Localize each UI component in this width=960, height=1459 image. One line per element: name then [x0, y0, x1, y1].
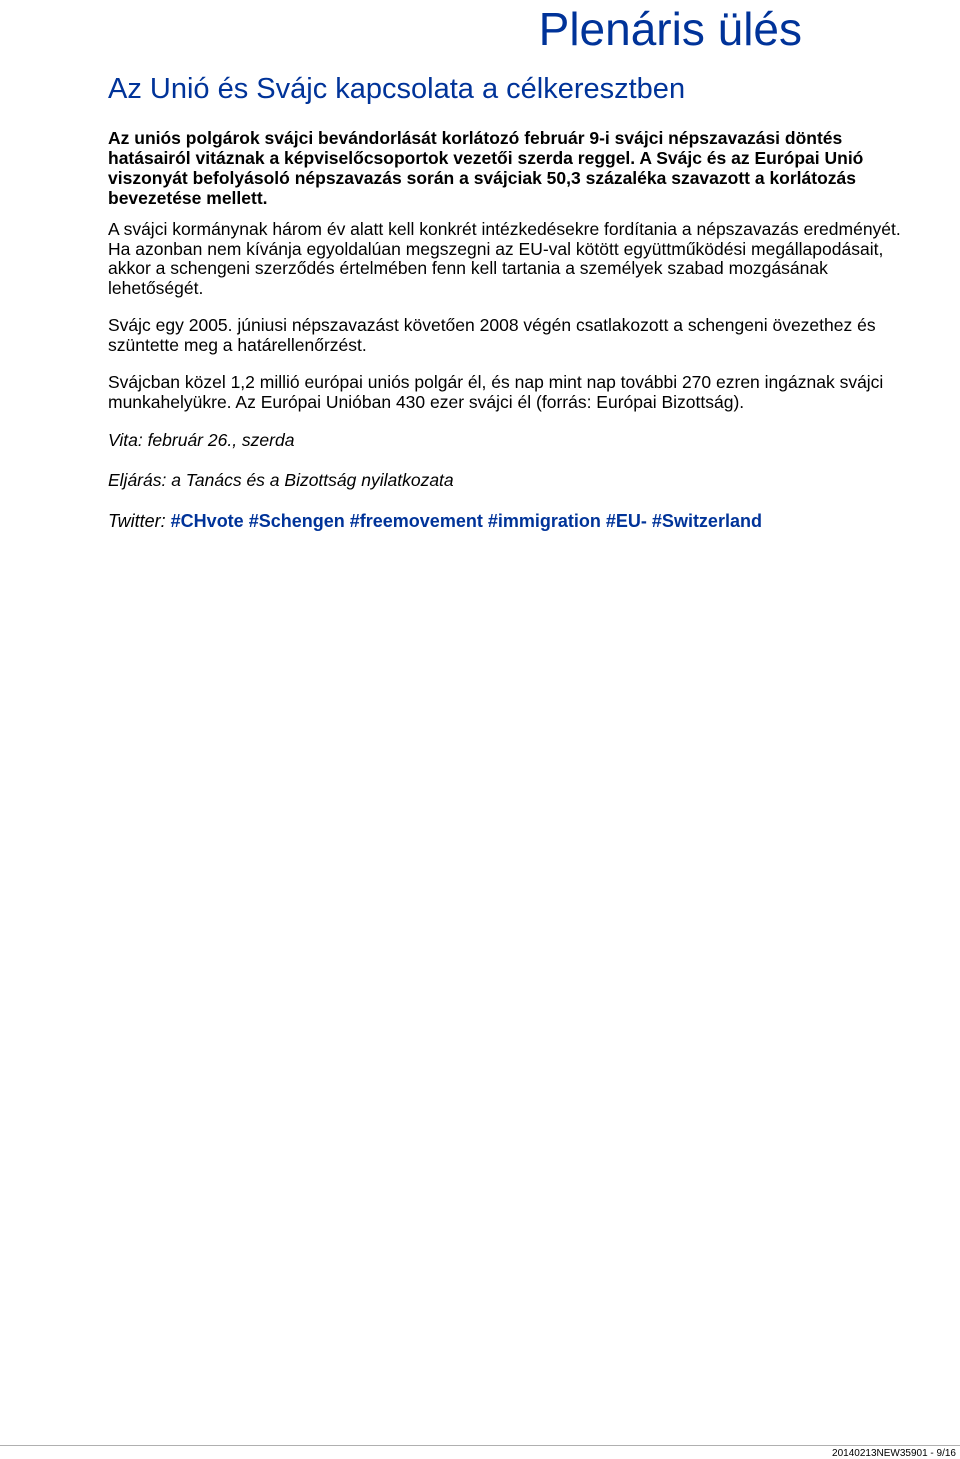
hashtag-chvote[interactable]: #CHvote: [170, 511, 244, 531]
article-paragraph-1: A svájci kormánynak három év alatt kell konkrét intézkedésekre fordítania a népszavazás eredményét. Ha azonban nem kívánja egyoldalúan megszegni az EU-val kötött együttműködési megállapodásait, akkor a schengeni szerződés értelmében fenn kell tartania a személyek szabad mozgásának lehetőségét.: [108, 219, 901, 298]
footer-divider: [0, 1445, 960, 1446]
hashtag-switzerland[interactable]: #Switzerland: [651, 511, 762, 531]
section-title: Plenáris ülés: [538, 3, 802, 55]
twitter-line: [108, 510, 923, 532]
article-headline: Az Unió és Svájc kapcsolata a célkeresztben: [108, 73, 686, 105]
hashtag-immigration[interactable]: #immigration: [487, 511, 601, 531]
hashtag-schengen[interactable]: #Schengen: [248, 511, 345, 531]
hashtag-freemovement[interactable]: #freemovement: [349, 511, 483, 531]
document-reference: 20140213NEW35901 - 9/16: [832, 1448, 956, 1459]
debate-date: Vita: február 26., szerda: [108, 430, 295, 450]
article-lead: Az uniós polgárok svájci bevándorlását korlátozó február 9-i svájci népszavazási döntés hatásairól vitáznak a képviselőcsoportok vezetői szerda reggel. A Svájc és az Európai Unió viszonyát befolyásoló népszavazás során a svájciak 50,3 százaléka szavazott a korlátozás bevezetése mellett.: [108, 128, 864, 208]
procedure: Eljárás: a Tanács és a Bizottság nyilatkozata: [108, 470, 454, 490]
article: [108, 70, 923, 532]
article-paragraph-2: Svájc egy 2005. júniusi népszavazást követően 2008 végén csatlakozott a schengeni övezethez és szüntette meg a határellenőrzést.: [108, 315, 876, 355]
hashtag-eu[interactable]: #EU-: [605, 511, 647, 531]
twitter-label: Twitter:: [108, 511, 171, 531]
article-paragraph-3: Svájcban közel 1,2 millió európai uniós polgár él, és nap mint nap további 270 ezren ingáznak svájci munkahelyükre. Az Európai Unióban 430 ezer svájci él (forrás: Európai Bizottság).: [108, 372, 884, 412]
